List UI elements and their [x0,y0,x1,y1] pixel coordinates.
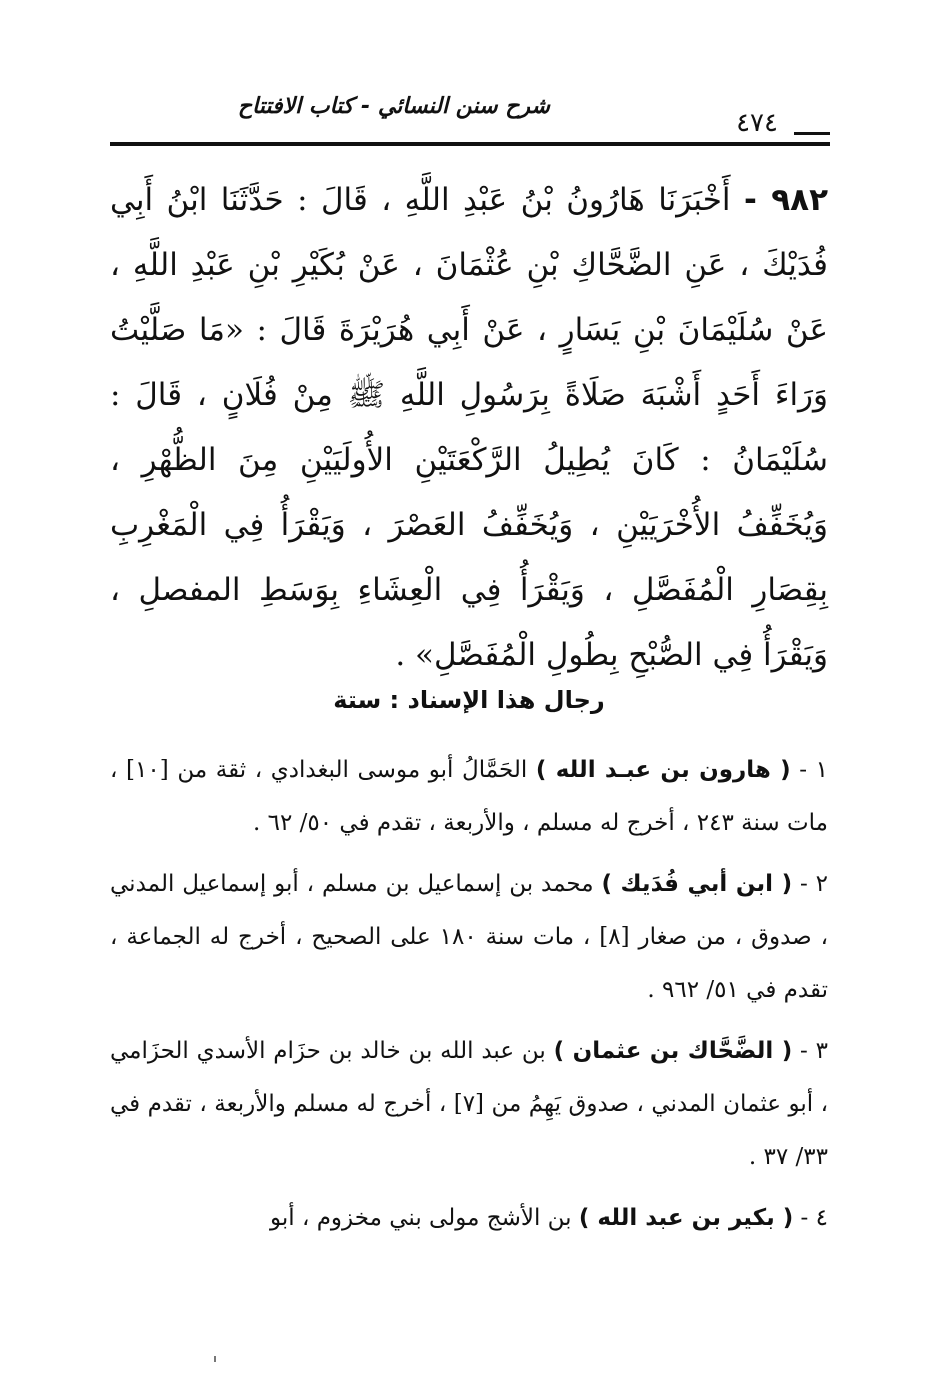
hadith-text: أَخْبَرَنَا هَارُونُ بْنُ عَبْدِ اللَّهِ ، قَالَ : حَدَّثَنَا ابْنُ أَبِي فُدَيْكَ ، عَنِ الضَّحَّاكِ بْنِ عُثْمَانَ ، عَنْ بُكَيْرِ بْنِ عَبْدِ اللَّهِ ، عَنْ سُلَيْمَانَ بْنِ يَسَارٍ ، عَنْ أَبِي هُرَيْرَةَ قَالَ : «مَا صَلَّيْتُ وَرَاءَ أَحَدٍ أَشْبَهَ صَلَاةً بِرَسُولِ اللَّهِ ﷺ مِنْ فُلَانٍ ، قَالَ : سُلَيْمَانُ : كَانَ يُطِيلُ الرَّكْعَتَيْنِ الأُولَيَيْنِ مِنَ الظُّهْرِ ، وَيُخَفِّفُ الأُخْرَيَيْنِ ، وَيُخَفِّفُ العَصْرَ ، وَيَقْرَأُ فِي الْمَغْرِبِ بِقِصَارِ الْمُفَصَّلِ ، وَيَقْرَأُ فِي الْعِشَاءِ بِوَسَطِ المفصلِ ، وَيَقْرَأُ فِي الصُّبْحِ بِطُولِ الْمُفَصَّلِ» . [110,182,828,673]
narrator-text: الحَمَّالُ أبو موسى البغدادي ، ثقة من [١٠] ، مات سنة ٢٤٣ ، أخرج له مسلم ، والأربعة ، تقدم في ٥٠/ ٦٢ . [110,757,828,836]
narrator-list [110,744,828,1253]
narrator-text: بن الأشج مولى بني مخزوم ، أبو [269,1205,579,1231]
narrator-index: ٣ - [792,1038,828,1064]
narrator-index: ١ - [790,757,828,783]
narrator-entry [110,1025,828,1184]
narrator-name: ( بكير بن عبد الله ) [578,1205,794,1231]
narrator-index: ٤ - [793,1205,828,1231]
narrator-entry [110,858,828,1017]
page-header [110,92,830,152]
page-number-dash [794,132,830,135]
running-title: شرح سنن النسائي - كتاب الافتتاح [237,94,550,119]
narrator-name: ( ابن أبي فُدَيك ) [601,871,793,897]
hadith-paragraph [110,168,828,688]
narrator-index: ٢ - [792,871,828,897]
section-heading: رجال هذا الإسناد : ستة [333,686,605,714]
page-number: ٤٧٤ [736,108,778,138]
hadith-number: ٩٨٢ - [743,182,828,218]
narrator-entry [110,1192,828,1245]
narrator-name: ( هارون بن عبـد الله ) [535,757,791,783]
narrator-entry [110,744,828,850]
narrator-text: بن عبد الله بن خالد بن حزَام الأسدي الحزَامي ، أبو عثمان المدني ، صدوق يَهِمُ من [٧] ، أخرج له مسلم والأربعة ، تقدم في ٣٣/ ٣٧ . [110,1038,828,1170]
narrator-text: محمد بن إسماعيل بن مسلم ، أبو إسماعيل المدني ، صدوق ، من صغار [٨] ، مات سنة ١٨٠ على الصحيح ، أخرج له الجماعة ، تقدم في ٥١/ ٩٦٢ . [110,871,828,1003]
header-rule [110,142,830,146]
narrator-name: ( الضَّحَّاك بن عثمان ) [553,1038,793,1064]
scan-speck [214,1356,216,1362]
